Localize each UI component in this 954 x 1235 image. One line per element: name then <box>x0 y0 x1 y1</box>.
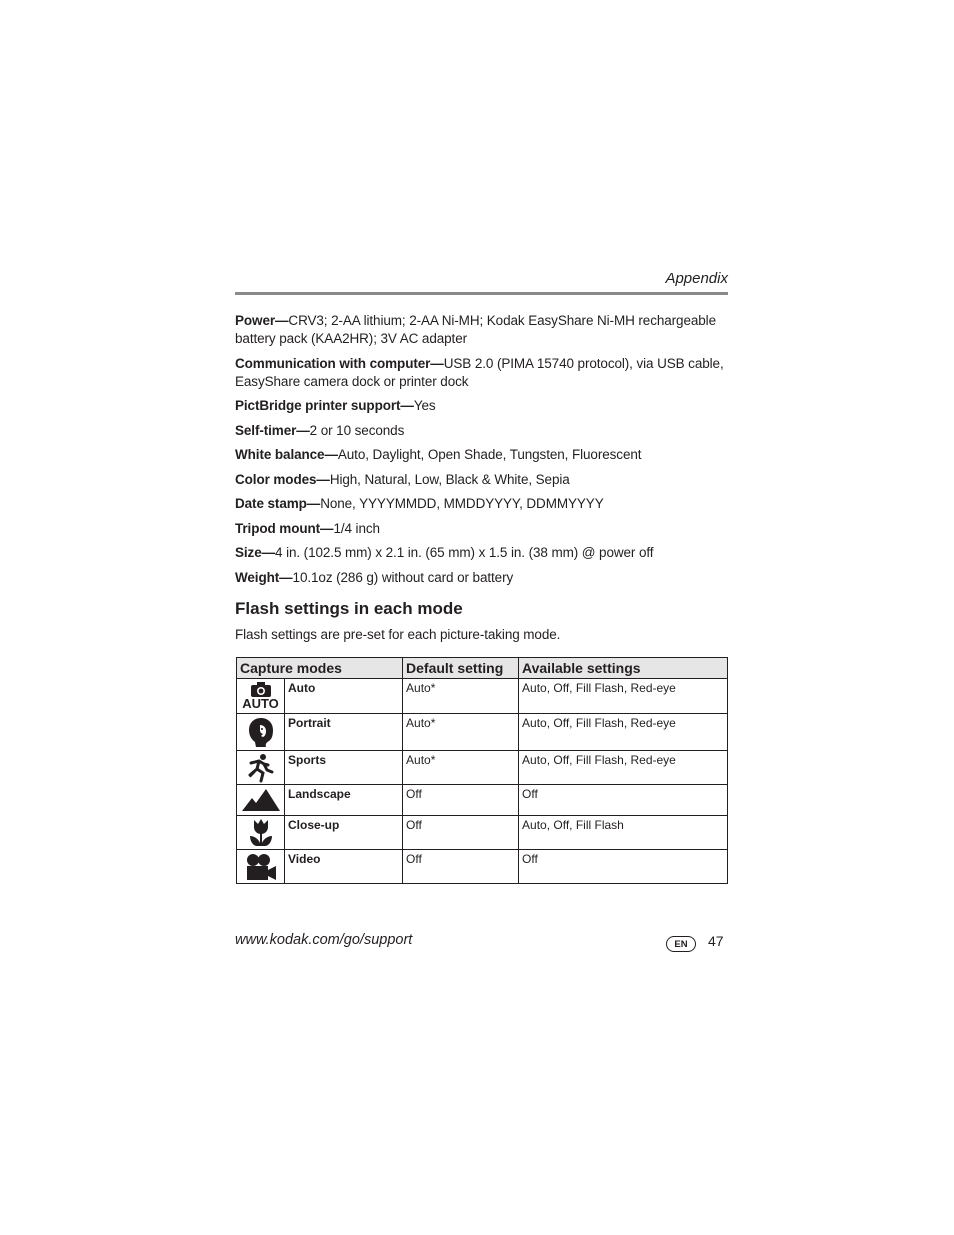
spec-key: Power— <box>235 313 289 328</box>
sports-icon <box>237 751 285 785</box>
column-header: Capture modes <box>237 658 403 679</box>
spec-white-balance <box>235 446 730 464</box>
mode-name: Portrait <box>285 714 403 751</box>
spec-self-timer <box>235 422 730 440</box>
spec-date-stamp <box>235 495 730 513</box>
table-row <box>237 850 728 884</box>
available-settings: Auto, Off, Fill Flash, Red-eye <box>519 679 728 714</box>
spec-key: White balance— <box>235 447 338 462</box>
close-up-flower-icon <box>237 816 285 850</box>
spec-pictbridge <box>235 397 730 415</box>
spec-list <box>235 312 730 593</box>
mode-name: Auto <box>285 679 403 714</box>
spec-key: Date stamp— <box>235 496 321 511</box>
available-settings: Off <box>519 785 728 816</box>
section-intro: Flash settings are pre-set for each picture-taking mode. <box>235 627 561 642</box>
table-row <box>237 751 728 785</box>
default-setting: Auto* <box>403 714 519 751</box>
mode-name: Sports <box>285 751 403 785</box>
table-row <box>237 714 728 751</box>
column-header: Default setting <box>403 658 519 679</box>
table-header-row <box>237 658 728 679</box>
spec-key: Self-timer— <box>235 422 310 438</box>
spec-value: High, Natural, Low, Black & White, Sepia <box>329 471 570 487</box>
section-header: Appendix <box>665 270 728 287</box>
language-badge: EN <box>666 936 696 952</box>
page-number: 47 <box>708 933 724 949</box>
default-setting: Off <box>403 785 519 816</box>
spec-value: 1/4 inch <box>333 520 380 536</box>
support-link[interactable]: www.kodak.com/go/support <box>235 932 413 948</box>
available-settings: Auto, Off, Fill Flash <box>519 816 728 850</box>
table-row <box>237 785 728 816</box>
spec-value: USB 2.0 (PIMA 15740 protocol), via USB cable, EasyShare camera dock or printer dock <box>235 355 724 389</box>
spec-key: Color modes— <box>235 471 330 487</box>
spec-value: CRV3; 2-AA lithium; 2-AA Ni-MH; Kodak EasyShare Ni-MH rechargeable battery pack (KAA2HR); 3V AC adapter <box>235 313 716 346</box>
spec-value: None, YYYYMMDD, MMDDYYYY, DDMMYYYY <box>320 496 604 511</box>
header-rule <box>235 292 728 295</box>
column-header: Available settings <box>519 658 728 679</box>
spec-color-modes <box>235 471 730 489</box>
available-settings: Auto, Off, Fill Flash, Red-eye <box>519 714 728 751</box>
spec-key: Weight— <box>235 569 293 585</box>
spec-power <box>235 312 730 348</box>
spec-value: 2 or 10 seconds <box>309 422 405 438</box>
spec-key: PictBridge printer support— <box>235 398 414 413</box>
mode-name: Video <box>285 850 403 884</box>
default-setting: Auto* <box>403 679 519 714</box>
spec-weight <box>235 569 730 587</box>
table-row <box>237 816 728 850</box>
portrait-icon <box>237 714 285 751</box>
spec-value: 10.1oz (286 g) without card or battery <box>292 569 514 585</box>
video-camera-icon <box>237 850 285 884</box>
mode-name: Landscape <box>285 785 403 816</box>
default-setting: Auto* <box>403 751 519 785</box>
spec-value: 4 in. (102.5 mm) x 2.1 in. (65 mm) x 1.5 in. (38 mm) @ power off <box>275 545 654 560</box>
spec-communication <box>235 355 730 391</box>
default-setting: Off <box>403 816 519 850</box>
spec-tripod-mount <box>235 520 730 538</box>
auto-icon-label: AUTO <box>242 695 279 711</box>
section-title: Flash settings in each mode <box>235 599 463 618</box>
spec-key: Communication with computer— <box>235 355 444 371</box>
mode-name: Close-up <box>285 816 403 850</box>
landscape-icon <box>237 785 285 816</box>
available-settings: Off <box>519 850 728 884</box>
spec-value: Auto, Daylight, Open Shade, Tungsten, Fluorescent <box>337 447 642 462</box>
spec-size <box>235 544 730 562</box>
spec-value: Yes <box>413 398 436 413</box>
flash-settings-table <box>236 657 728 884</box>
spec-key: Tripod mount— <box>235 520 334 536</box>
spec-key: Size— <box>235 545 276 560</box>
available-settings: Auto, Off, Fill Flash, Red-eye <box>519 751 728 785</box>
default-setting: Off <box>403 850 519 884</box>
table-row <box>237 679 728 714</box>
auto-camera-icon <box>237 679 285 714</box>
